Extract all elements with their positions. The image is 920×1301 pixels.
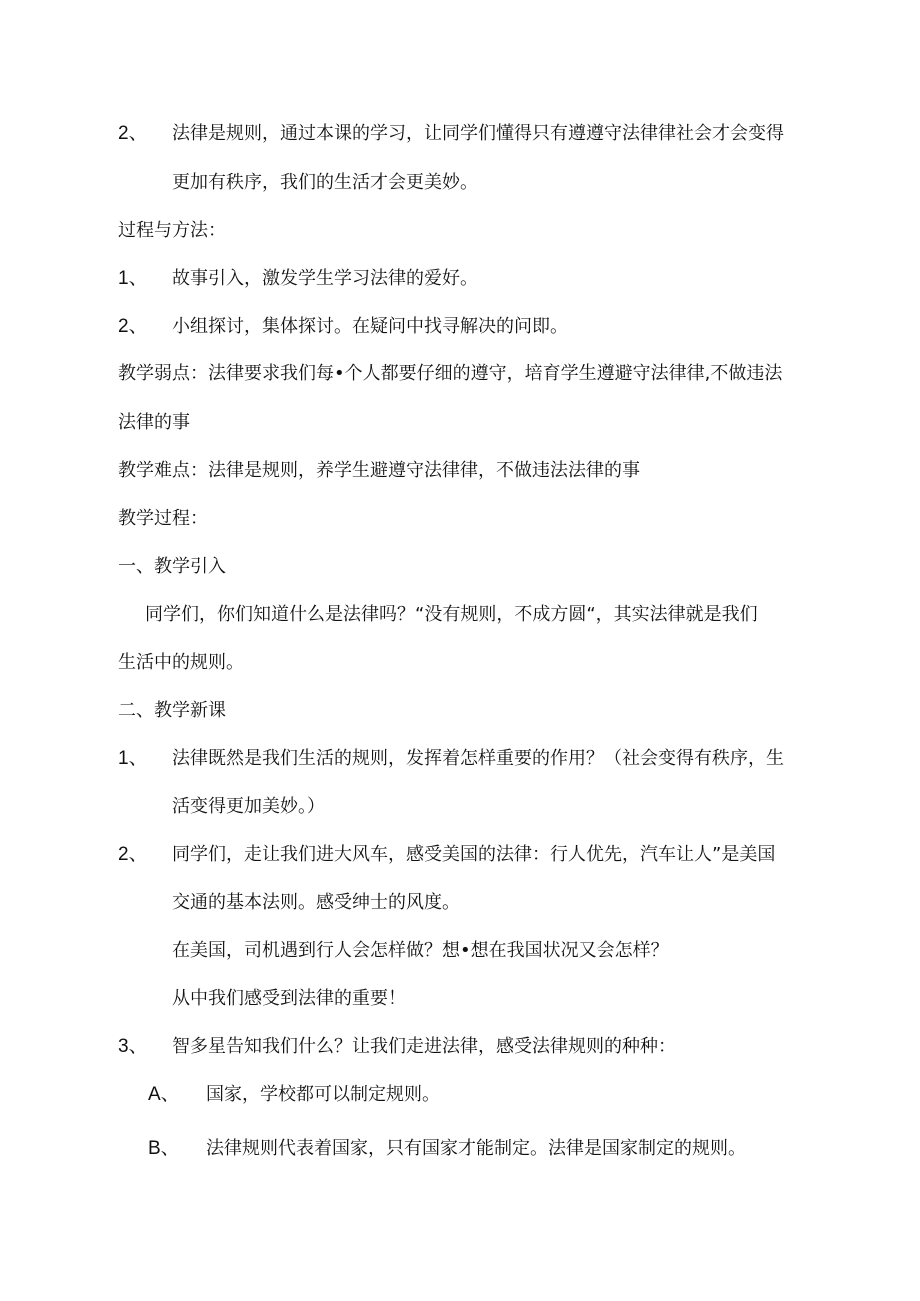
list-number: 2、 bbox=[118, 316, 148, 337]
section-heading: 教学过程： bbox=[118, 508, 208, 529]
paragraph-text: 同学们，你们知道什么是法律吗？“没有规则，不成方圆“，其实法律就是我们 bbox=[145, 604, 758, 625]
sub-list-text: 法律规则代表着国家，只有国家才能制定。法律是国家制定的规则。 bbox=[206, 1138, 746, 1159]
weak-point-text-cont: 法律的事 bbox=[118, 412, 190, 433]
list-item-text-cont: 交通的基本法则。感受绅士的风度。 bbox=[172, 892, 460, 913]
list-number: 1、 bbox=[118, 748, 148, 769]
difficult-point-text: 教学难点：法律是规则，养学生避遵守法律律，不做违法法律的事 bbox=[118, 460, 640, 481]
list-item-text-cont: 活变得更加美妙。） bbox=[172, 796, 325, 817]
sub-list-text: 国家，学校都可以制定规则。 bbox=[206, 1084, 440, 1105]
section-heading: 一、教学引入 bbox=[118, 556, 226, 577]
list-item-text: 法律既然是我们生活的规则，发挥着怎样重要的作用？（社会变得有秩序，生 bbox=[172, 748, 784, 769]
list-number: 1、 bbox=[118, 268, 148, 289]
list-number: 3、 bbox=[118, 1036, 148, 1057]
weak-point-text: 教学弱点：法律要求我们每•个人都要仔细的遵守，培育学生遵避守法律律,不做违法 bbox=[118, 363, 783, 384]
sub-list-letter: B、 bbox=[148, 1138, 180, 1159]
list-item-text-cont: 从中我们感受到法律的重要！ bbox=[172, 988, 406, 1009]
list-item-text: 智多星告知我们什么？让我们走进法律，感受法律规则的种种： bbox=[172, 1036, 676, 1057]
list-item-text: 法律是规则，通过本课的学习，让同学们懂得只有遵遵守法律律社会才会变得 bbox=[172, 123, 784, 144]
list-number: 2、 bbox=[118, 844, 148, 865]
section-heading: 二、教学新课 bbox=[118, 700, 226, 721]
list-item-text: 故事引入，激发学生学习法律的爱好。 bbox=[172, 268, 478, 289]
list-item-text-cont: 在美国，司机遇到行人会怎样做？想•想在我国状况又会怎样？ bbox=[172, 940, 669, 961]
section-heading: 过程与方法： bbox=[118, 220, 226, 241]
list-item-text: 同学们，走让我们进大风车，感受美国的法律：行人优先，汽车让人”是美国 bbox=[172, 844, 776, 865]
sub-list-letter: A、 bbox=[148, 1084, 180, 1105]
list-number: 2、 bbox=[118, 123, 148, 144]
list-item-text-cont: 更加有秩序，我们的生活才会更美妙。 bbox=[172, 172, 478, 193]
paragraph-text-cont: 生活中的规则。 bbox=[118, 652, 244, 673]
list-item-text: 小组探讨，集体探讨。在疑问中找寻解决的问即。 bbox=[172, 316, 568, 337]
